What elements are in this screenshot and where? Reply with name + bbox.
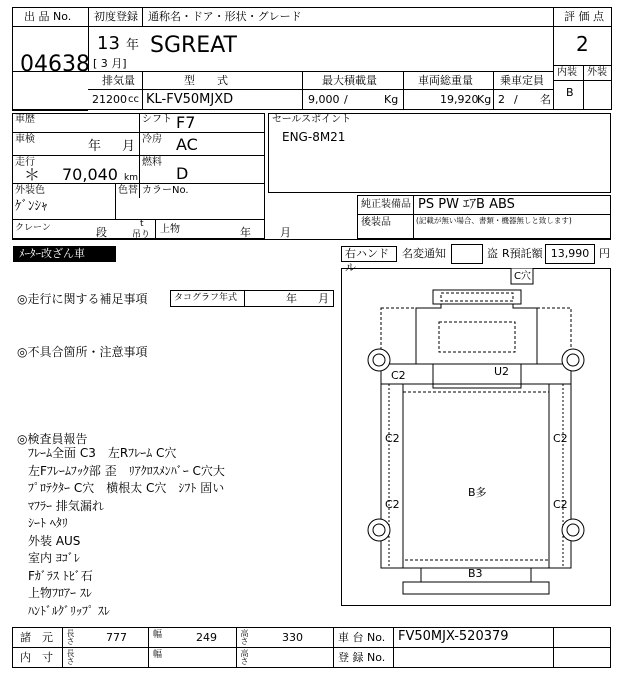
diagram-c2-left-top: C2 bbox=[391, 369, 406, 382]
upper-month: 月 bbox=[280, 226, 291, 239]
length-label: 長さ bbox=[66, 629, 75, 645]
diagram-c2-left-mid: C2 bbox=[385, 432, 400, 445]
inspector-line: ｼｰﾄ ﾍﾀﾘ bbox=[28, 516, 68, 530]
color-label: 外装色 bbox=[15, 185, 45, 196]
r-reading-label: R預託額 bbox=[502, 247, 543, 260]
sales-point-value: ENG-8M21 bbox=[282, 130, 346, 144]
length-value: 777 bbox=[106, 631, 127, 644]
inspector-line: 室内 ﾖｺﾞﾚ bbox=[28, 551, 80, 565]
year-unit: 年 bbox=[126, 38, 140, 53]
model-code-label: 型 式 bbox=[184, 74, 228, 87]
cab-roof bbox=[433, 290, 521, 304]
height-value: 330 bbox=[282, 631, 303, 644]
wheel-front-right bbox=[562, 349, 584, 371]
crane-ton: t bbox=[140, 219, 144, 229]
ac-value: AC bbox=[176, 135, 198, 154]
gross-weight-unit: Kg bbox=[477, 93, 492, 106]
displacement-label: 排気量 bbox=[102, 74, 135, 87]
lot-number: 04638 bbox=[20, 52, 90, 77]
diagram-c2-right-bottom: C2 bbox=[553, 498, 568, 511]
capacity-value: 2 bbox=[498, 93, 505, 106]
upper-year: 年 bbox=[240, 226, 251, 239]
interior-score: B bbox=[566, 86, 574, 99]
shift-value: F7 bbox=[176, 113, 196, 132]
model-grade-label: 通称名・ドア・形状・グレード bbox=[148, 10, 302, 23]
crane-stage: 段 bbox=[96, 226, 107, 239]
height-label: 高さ bbox=[240, 629, 249, 645]
inspector-line: ﾊﾝﾄﾞﾙｸﾞﾘｯﾌﾟ ｽﾚ bbox=[28, 603, 110, 618]
name-change-box bbox=[451, 244, 483, 264]
inner-height-label: 高さ bbox=[240, 649, 249, 665]
diagram-u2: U2 bbox=[494, 365, 510, 378]
month-value: [ 3 月] bbox=[93, 57, 127, 70]
inspector-line: 外装 AUS bbox=[28, 533, 81, 548]
inspection-label: 車検 bbox=[15, 134, 35, 145]
diagram-c2-right-mid: C2 bbox=[553, 432, 568, 445]
mileage-star: ＊ bbox=[24, 165, 41, 184]
dims-label: 諸 元 bbox=[20, 631, 53, 644]
driving-notes-label: ◎走行に関する補足事項 bbox=[17, 292, 148, 306]
crane-hang: 吊り bbox=[132, 230, 151, 240]
sales-point-label: セールスポイント bbox=[272, 114, 352, 125]
width-label: 幅 bbox=[153, 630, 163, 640]
model-name: SGREAT bbox=[150, 33, 237, 58]
inspection-month: 月 bbox=[122, 139, 136, 154]
meter-tamper-badge: ﾒｰﾀｰ改ざん車 bbox=[13, 246, 116, 262]
inner-width-label: 幅 bbox=[153, 650, 163, 660]
inspector-label: ◎検査員報告 bbox=[17, 432, 88, 446]
diagram-b3: B3 bbox=[468, 567, 483, 580]
registration-label: 登 録 No. bbox=[338, 651, 386, 664]
gross-weight-value: 19,920 bbox=[440, 93, 479, 106]
displacement-unit: cc bbox=[128, 94, 139, 105]
score-label: 評 価 点 bbox=[564, 10, 604, 23]
model-code: KL-FV50MJXD bbox=[146, 92, 234, 107]
inspector-line: 左Fﾌﾚｰﾑﾌｯｸ部 歪 ﾘｱｸﾛｽﾒﾝﾊﾞｰ C穴大 bbox=[28, 463, 225, 478]
wheel-front-left bbox=[368, 349, 390, 371]
aftermarket-label: 後装品 bbox=[361, 217, 391, 228]
defects-label: ◎不具合箇所・注意事項 bbox=[17, 345, 148, 359]
tacho-month: 月 bbox=[318, 292, 329, 305]
inspector-line: Fｶﾞﾗｽ ﾄﾋﾞ石 bbox=[28, 568, 93, 583]
capacity-label: 乗車定員 bbox=[500, 74, 544, 87]
right-hand-badge: 右ハンドル bbox=[341, 246, 397, 262]
equipment-value: PS PW ｴｱB ABS bbox=[418, 197, 515, 212]
inspector-line: 上物ﾌﾛｱｰ ｽﾚ bbox=[28, 586, 92, 600]
inspector-line: ﾌﾚｰﾑ全面 C3 左Rﾌﾚｰﾑ C穴 bbox=[28, 446, 177, 460]
inspection-year: 年 bbox=[88, 139, 102, 154]
color-value: ｹﾞﾝｼｬ bbox=[15, 199, 48, 214]
inner-dims-label: 内 寸 bbox=[20, 651, 53, 664]
lot-label: 出 品 No. bbox=[24, 10, 72, 23]
crane-label: クレーン bbox=[15, 223, 51, 233]
mileage-unit: km bbox=[124, 173, 138, 183]
color-code-label: カラーNo. bbox=[142, 185, 189, 196]
diagram-c-hole: C穴 bbox=[514, 271, 531, 282]
cab-top-inner bbox=[441, 293, 513, 301]
cargo-floor bbox=[403, 392, 549, 560]
r-unit: 円 bbox=[599, 247, 610, 260]
gross-weight-label: 車両総重量 bbox=[418, 74, 473, 87]
chassis-value: FV50MJX-520379 bbox=[398, 629, 509, 644]
cargo-body bbox=[381, 384, 571, 568]
score-value: 2 bbox=[576, 32, 589, 56]
wheel-rear-left bbox=[368, 519, 390, 541]
max-load-sep: / bbox=[344, 93, 348, 106]
diagram-b-many: B多 bbox=[468, 486, 487, 499]
inner-length-label: 長さ bbox=[66, 649, 75, 665]
max-load-unit: Kg bbox=[384, 93, 399, 106]
mileage-value: 70,040 bbox=[62, 165, 118, 184]
name-change-label: 名変通知 bbox=[402, 247, 446, 260]
fuel-value: D bbox=[176, 164, 189, 183]
inspector-lines bbox=[28, 447, 225, 622]
max-load-value: 9,000 bbox=[308, 93, 340, 106]
year-value: 13 bbox=[97, 33, 120, 54]
lost-label: 盗 bbox=[487, 247, 498, 260]
first-reg-label: 初度登録 bbox=[94, 10, 138, 23]
truck-diagram bbox=[341, 268, 611, 606]
r-reading-value: 13,990 bbox=[545, 244, 595, 264]
inspector-line: ﾏﾌﾗｰ 排気漏れ bbox=[28, 498, 104, 513]
upper-label: 上物 bbox=[160, 224, 180, 235]
ac-label: 冷房 bbox=[142, 134, 162, 145]
tacho-year: 年 bbox=[286, 292, 297, 305]
cab-outline bbox=[416, 304, 537, 388]
mileage-label: 走行 bbox=[15, 157, 35, 168]
wheel-rear-right bbox=[562, 519, 584, 541]
inspector-line: ﾌﾟﾛﾃｸﾀｰ C穴 横根太 C穴 ｼﾌﾄ 固い bbox=[28, 481, 225, 495]
max-load-label: 最大積載量 bbox=[322, 74, 377, 87]
history-label: 車歴 bbox=[15, 114, 35, 125]
displacement-value: 21200 bbox=[92, 93, 127, 106]
diagram-c2-left-bottom: C2 bbox=[385, 498, 400, 511]
tachograph-label: タコグラフ年式 bbox=[174, 293, 238, 303]
aftermarket-note: (記載が無い場合、書類・機器無しと致します) bbox=[416, 216, 572, 225]
width-value: 249 bbox=[196, 631, 217, 644]
equipment-label: 純正装備品 bbox=[361, 199, 411, 210]
exterior-label: 外装 bbox=[587, 67, 607, 78]
sales-point-box bbox=[268, 113, 611, 193]
interior-label: 内装 bbox=[557, 67, 577, 78]
capacity-unit: 名 bbox=[540, 93, 551, 106]
chassis-label: 車 台 No. bbox=[338, 631, 386, 644]
color-no-label: 色替 bbox=[118, 185, 138, 196]
windshield bbox=[439, 322, 515, 352]
capacity-sep: / bbox=[514, 93, 518, 106]
tail-bumper bbox=[403, 582, 549, 594]
shift-label: シフト bbox=[142, 114, 172, 125]
cab-lower bbox=[381, 364, 571, 384]
fuel-label: 燃料 bbox=[142, 157, 162, 168]
